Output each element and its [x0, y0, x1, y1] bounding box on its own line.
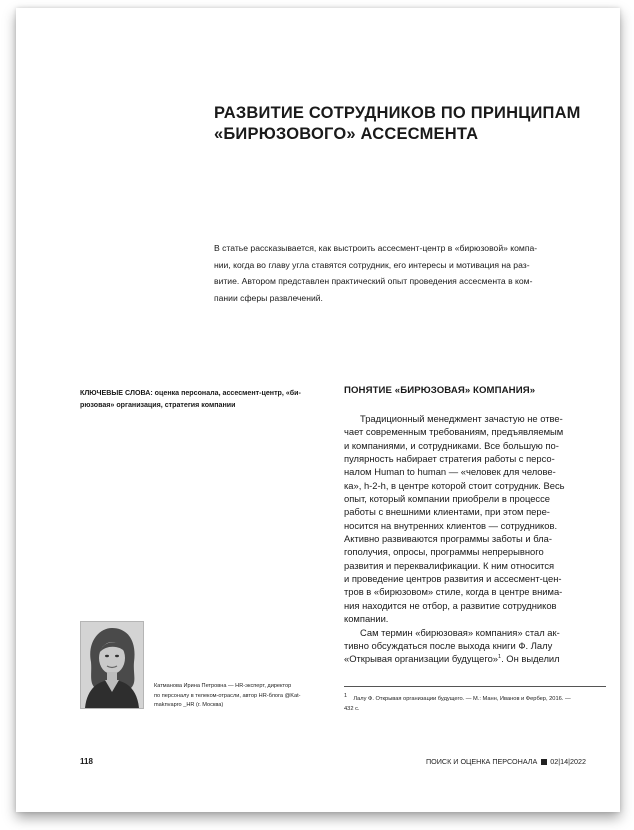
abstract-line: нии, когда во главу угла ставятся сотрудник, его интересы и мотивация на раз- [214, 259, 530, 270]
article-abstract [214, 240, 602, 306]
abstract-line: витие. Автором представлен практический опыт проведения ассесмента в ком- [214, 276, 533, 286]
title-line: РАЗВИТИЕ СОТРУДНИКОВ ПО ПРИНЦИПАМ [214, 104, 581, 122]
footnote-line: $^1$ Лалу Ф. Открывая организации будущего. — М.: Манн, Иванов и Фербер, 2016. — [344, 693, 571, 702]
body-line: и проведение центров развития и ассесмент-цен- [344, 573, 562, 585]
body-line: и компаниями, и сотрудниками. Все большую по- [344, 439, 559, 451]
journal-footer [426, 757, 586, 766]
body-line: компании. [344, 613, 389, 625]
body-line: тров в «бирюзовом» стиле, когда в центре внима- [344, 586, 563, 598]
author-line: maknvapro _HR (г. Москва) [154, 702, 224, 709]
black-square-icon [541, 759, 547, 765]
footnote-divider [344, 686, 606, 687]
article-body [344, 412, 606, 666]
author-portrait-image [81, 622, 143, 708]
author-photo [80, 621, 144, 709]
body-line: чает современным требованиям, предъявляемым [344, 426, 564, 438]
section-heading: ПОНЯТИЕ «БИРЮЗОВАЯ» КОМПАНИЯ» [344, 385, 536, 396]
body-line: носится на внутренних клиентов — сотрудников. [344, 519, 558, 531]
body-line: ка», h-2-h, в центре которой стоит сотрудник. Весь [344, 479, 565, 491]
title-line: «БИРЮЗОВОГО» АССЕСМЕНТА [214, 125, 479, 143]
body-line: Традиционный менеджмент зачастую не отве- [360, 413, 563, 424]
footnote-reference[interactable]: 1 [498, 654, 502, 661]
footnote-marker: 1 [344, 693, 348, 700]
body-line: Сам термин «бирюзовая» компания» стал ак- [360, 626, 560, 638]
article-title [214, 103, 594, 145]
body-line: ния находится не отбор, а развитие сотрудников [344, 599, 557, 611]
author-line: по персоналу в телеком-отрасли, автор HR-блога @Kat- [154, 692, 301, 699]
body-line: работы с внешними клиентами, при этом пере- [344, 506, 550, 518]
body-line: «Открывая организации будущего»$^1$. Он выделил [344, 653, 560, 665]
page-number: 118 [80, 757, 93, 766]
body-line: Активно развиваются программы заботы и бла- [344, 533, 552, 545]
abstract-line: пании сферы развлечений. [214, 292, 323, 303]
body-line: развития и переквалификации. К ним относится [344, 559, 555, 571]
body-line: гополучия, опросы, программы непрерывного [344, 546, 544, 558]
journal-page [16, 8, 620, 812]
footnote [344, 694, 606, 714]
keywords-block [80, 388, 330, 411]
body-line: тивно обсуждаться после выхода книги Ф. Лалу [344, 639, 553, 651]
journal-name: ПОИСК И ОЦЕНКА ПЕРСОНАЛА [426, 757, 538, 766]
keywords-line: рюзовая» организация, стратегия компании [80, 400, 236, 409]
author-bio [154, 682, 334, 711]
body-line: пулярность набирает стратегия работы с персо- [344, 453, 555, 465]
body-line: налом Human to human — «человек для челове- [344, 466, 556, 478]
journal-issue: 02|14|2022 [550, 757, 586, 766]
keywords-line: КЛЮЧЕВЫЕ СЛОВА: оценка персонала, ассесмент-центр, «би- [80, 389, 301, 397]
body-line: опыт, который компании приобрели в процессе [344, 493, 551, 505]
abstract-line: В статье рассказывается, как выстроить ассесмент-центр в «бирюзовой» компа- [214, 243, 538, 253]
author-line: Катманова Ирина Петровна — HR-эксперт, директор [154, 683, 292, 689]
footnote-line: 432 с. [344, 706, 360, 712]
